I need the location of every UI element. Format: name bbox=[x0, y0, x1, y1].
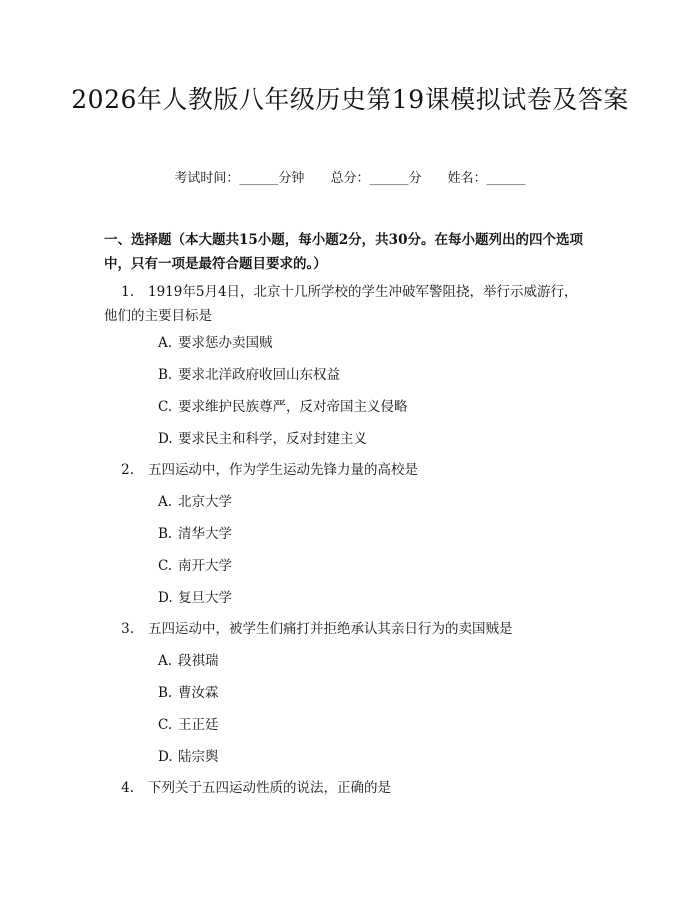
question-number: 2. bbox=[121, 462, 134, 478]
question-number: 4. bbox=[121, 780, 134, 796]
option-text: 要求北洋政府收回山东权益 bbox=[178, 367, 340, 383]
option-text: 段祺瑞 bbox=[178, 653, 219, 669]
option-letter: D. bbox=[158, 431, 173, 447]
page-title: 2026年人教版八年级历史第19课模拟试卷及答案 bbox=[71, 85, 629, 114]
question-text: 下列关于五四运动性质的说法，正确的是 bbox=[148, 780, 391, 796]
option-letter: B. bbox=[158, 526, 173, 542]
option-text: 陆宗舆 bbox=[178, 749, 219, 765]
option-letter: B. bbox=[158, 685, 173, 701]
question-2 bbox=[104, 458, 584, 482]
exam-name: 姓名：______ bbox=[447, 171, 526, 186]
question-number: 3. bbox=[121, 621, 134, 637]
option-letter: A. bbox=[158, 494, 173, 510]
option-letter: C. bbox=[158, 717, 173, 733]
option-text: 北京大学 bbox=[178, 494, 232, 510]
option-text: 复旦大学 bbox=[178, 590, 232, 606]
option-letter: A. bbox=[158, 653, 173, 669]
option-letter: C. bbox=[158, 399, 173, 415]
question-text: 五四运动中，被学生们痛打并拒绝承认其亲日行为的卖国贼是 bbox=[148, 621, 513, 637]
option-text: 曹汝霖 bbox=[178, 685, 219, 701]
option-letter: C. bbox=[158, 558, 173, 574]
section-heading: 一、选择题（本大题共15小题，每小题2分，共30分。在每小题列出的四个选项中，只有一项是最符合题目要求的。） bbox=[104, 232, 583, 272]
option-text: 王正廷 bbox=[178, 717, 219, 733]
option-3c bbox=[158, 715, 219, 735]
option-1d bbox=[158, 429, 367, 449]
option-text: 要求维护民族尊严，反对帝国主义侵略 bbox=[178, 399, 408, 415]
option-letter: D. bbox=[158, 749, 173, 765]
option-2b bbox=[158, 524, 232, 544]
option-letter: B. bbox=[158, 367, 173, 383]
option-2a bbox=[158, 492, 232, 512]
question-3 bbox=[104, 617, 584, 641]
question-4 bbox=[104, 776, 584, 800]
question-text: 五四运动中，作为学生运动先锋力量的高校是 bbox=[148, 462, 418, 478]
option-letter: A. bbox=[158, 335, 173, 351]
question-number: 1. bbox=[121, 284, 134, 300]
option-1a bbox=[158, 333, 273, 353]
option-text: 清华大学 bbox=[178, 526, 232, 542]
option-text: 要求民主和科学，反对封建主义 bbox=[178, 431, 367, 447]
option-1b bbox=[158, 365, 340, 385]
option-3b bbox=[158, 683, 219, 703]
exam-score: 总分：______分 bbox=[330, 171, 422, 186]
option-text: 要求惩办卖国贼 bbox=[178, 335, 273, 351]
option-letter: D. bbox=[158, 590, 173, 606]
exam-time: 考试时间：______分钟 bbox=[174, 171, 305, 186]
option-text: 南开大学 bbox=[178, 558, 232, 574]
option-2c bbox=[158, 556, 232, 576]
option-3d bbox=[158, 747, 219, 767]
question-text: 1919年5月4日，北京十几所学校的学生冲破军警阻挠，举行示威游行，他们的主要目标是 bbox=[104, 284, 578, 324]
exam-meta bbox=[0, 170, 700, 188]
option-1c bbox=[158, 397, 408, 417]
option-3a bbox=[158, 651, 219, 671]
question-1 bbox=[104, 280, 584, 328]
option-2d bbox=[158, 588, 232, 608]
